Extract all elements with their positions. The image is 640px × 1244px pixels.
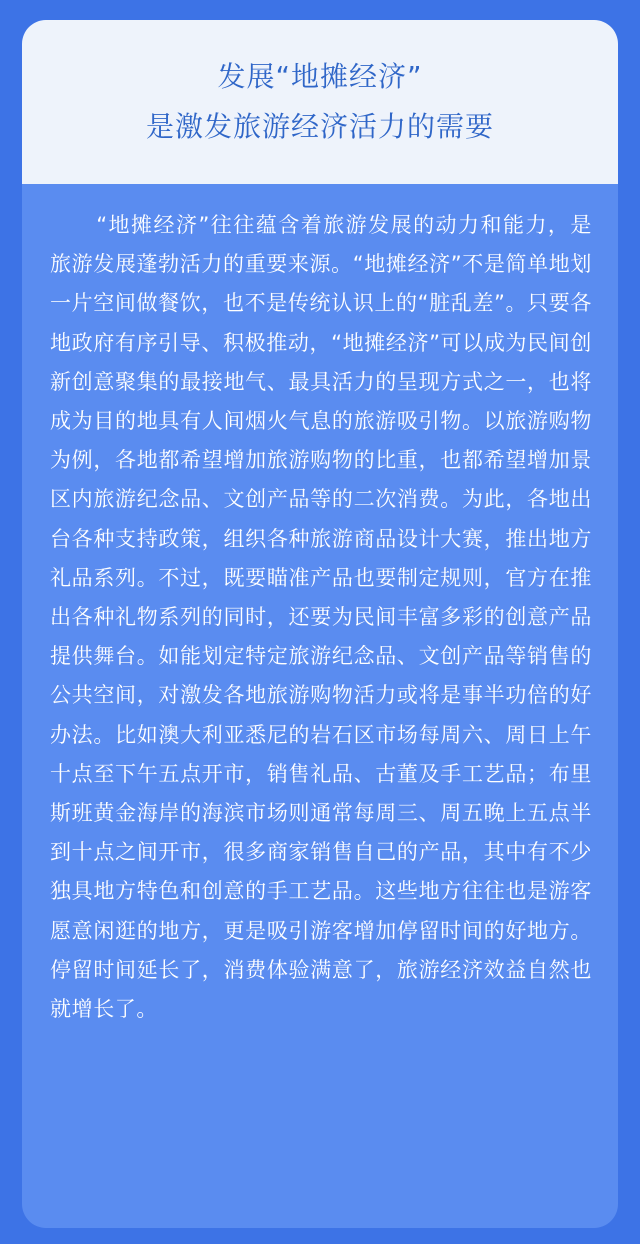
title-line-1: 发展“地摊经济” bbox=[217, 60, 423, 93]
body-paragraph: “地摊经济”往往蕴含着旅游发展的动力和能力，是旅游发展蓬勃活力的重要来源。“地摊经济”不是简单地划一片空间做餐饮，也不是传统认识上的“脏乱差”。只要各地政府有序引导、积极推动，“地摊经济”可以成为民间创新创意聚集的最接地气、最具活力的呈现方式之一，也将成为目的地具有人间烟火气息的旅游吸引物。以旅游购物为例，各地都希望增加旅游购物的比重，也都希望增加景区内旅游纪念品、文创产品等的二次消费。为此，各地出台各种支持政策，组织各种旅游商品设计大赛，推出地方礼品系列。不过，既要瞄准产品也要制定规则，官方在推出各种礼物系列的同时，还要为民间丰富多彩的创意产品提供舞台。如能划定特定旅游纪念品、文创产品等销售的公共空间，对激发各地旅游购物活力或将是事半功倍的好办法。比如澳大利亚悉尼的岩石区市场每周六、周日上午十点至下午五点开市，销售礼品、古董及手工艺品；布里斯班黄金海岸的海滨市场则通常每周三、周五晚上五点半到十点之间开市，很多商家销售自己的产品，其中有不少独具地方特色和创意的手工艺品。这些地方往往也是游客愿意闲逛的地方，更是吸引游客增加停留时间的好地方。停留时间延长了，消费体验满意了，旅游经济效益自然也就增长了。 bbox=[50, 213, 592, 1022]
title-header bbox=[22, 20, 618, 184]
article-card bbox=[22, 20, 618, 1228]
article-body bbox=[22, 184, 618, 1029]
title-line-2: 是激发旅游经济活力的需要 bbox=[145, 110, 494, 143]
